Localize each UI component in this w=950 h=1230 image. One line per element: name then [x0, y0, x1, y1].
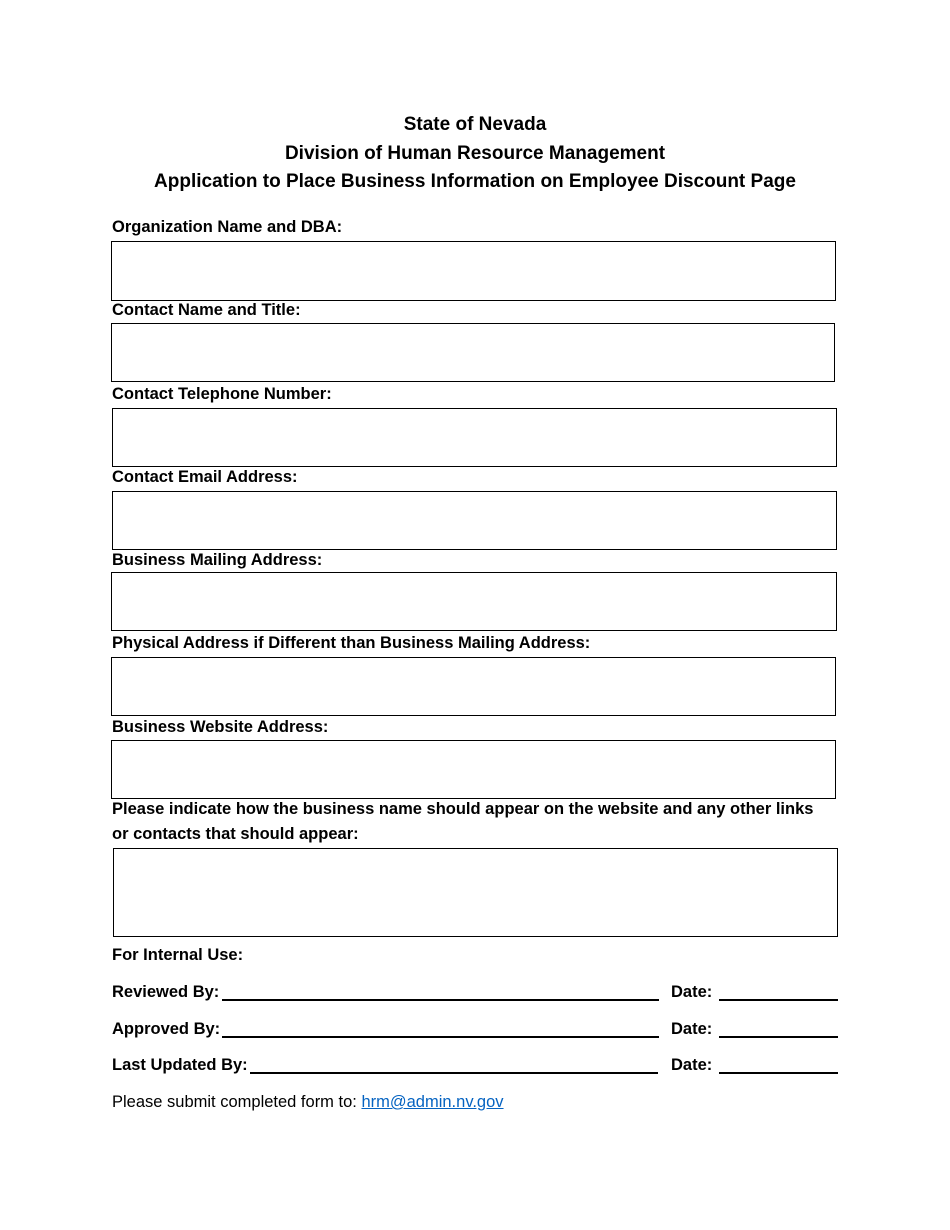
contact-name-input[interactable]	[111, 323, 835, 382]
last-updated-date-label: Date:	[671, 1056, 713, 1074]
approved-by-label: Approved By:	[112, 1020, 221, 1038]
last-updated-by-label: Last Updated By:	[112, 1056, 248, 1074]
header-state: State of Nevada	[403, 114, 547, 135]
physical-address-input[interactable]	[111, 657, 836, 716]
contact-phone-label: Contact Telephone Number:	[112, 385, 332, 403]
last-updated-date-line[interactable]	[719, 1072, 838, 1074]
approved-by-line[interactable]	[222, 1036, 659, 1038]
display-info-label: Please indicate how the business name should appear on the website and any other links or contacts that should appear:	[112, 800, 814, 843]
display-info-input[interactable]	[113, 848, 838, 937]
organization-input[interactable]	[111, 241, 836, 301]
organization-label: Organization Name and DBA:	[112, 218, 343, 236]
approved-date-label: Date:	[671, 1020, 713, 1038]
mailing-address-label: Business Mailing Address:	[112, 551, 323, 569]
submit-text: Please submit completed form to:	[112, 1093, 362, 1111]
contact-name-label: Contact Name and Title:	[112, 301, 301, 319]
header-division: Division of Human Resource Management	[284, 143, 666, 164]
submit-email-link[interactable]: hrm@admin.nv.gov	[361, 1093, 504, 1111]
contact-phone-input[interactable]	[112, 408, 837, 467]
physical-address-label: Physical Address if Different than Business Mailing Address:	[112, 634, 591, 652]
contact-email-input[interactable]	[112, 491, 837, 550]
reviewed-date-label: Date:	[671, 983, 713, 1001]
reviewed-by-label: Reviewed By:	[112, 983, 220, 1001]
reviewed-date-line[interactable]	[719, 999, 838, 1001]
submit-instructions	[112, 1090, 504, 1114]
reviewed-by-line[interactable]	[222, 999, 659, 1001]
mailing-address-input[interactable]	[111, 572, 837, 631]
internal-use-heading: For Internal Use:	[112, 946, 244, 964]
page-title: Application to Place Business Information on Employee Discount Page	[154, 171, 796, 192]
website-input[interactable]	[111, 740, 836, 799]
website-label: Business Website Address:	[112, 718, 329, 736]
last-updated-by-line[interactable]	[250, 1072, 658, 1074]
contact-email-label: Contact Email Address:	[112, 468, 298, 486]
approved-date-line[interactable]	[719, 1036, 838, 1038]
